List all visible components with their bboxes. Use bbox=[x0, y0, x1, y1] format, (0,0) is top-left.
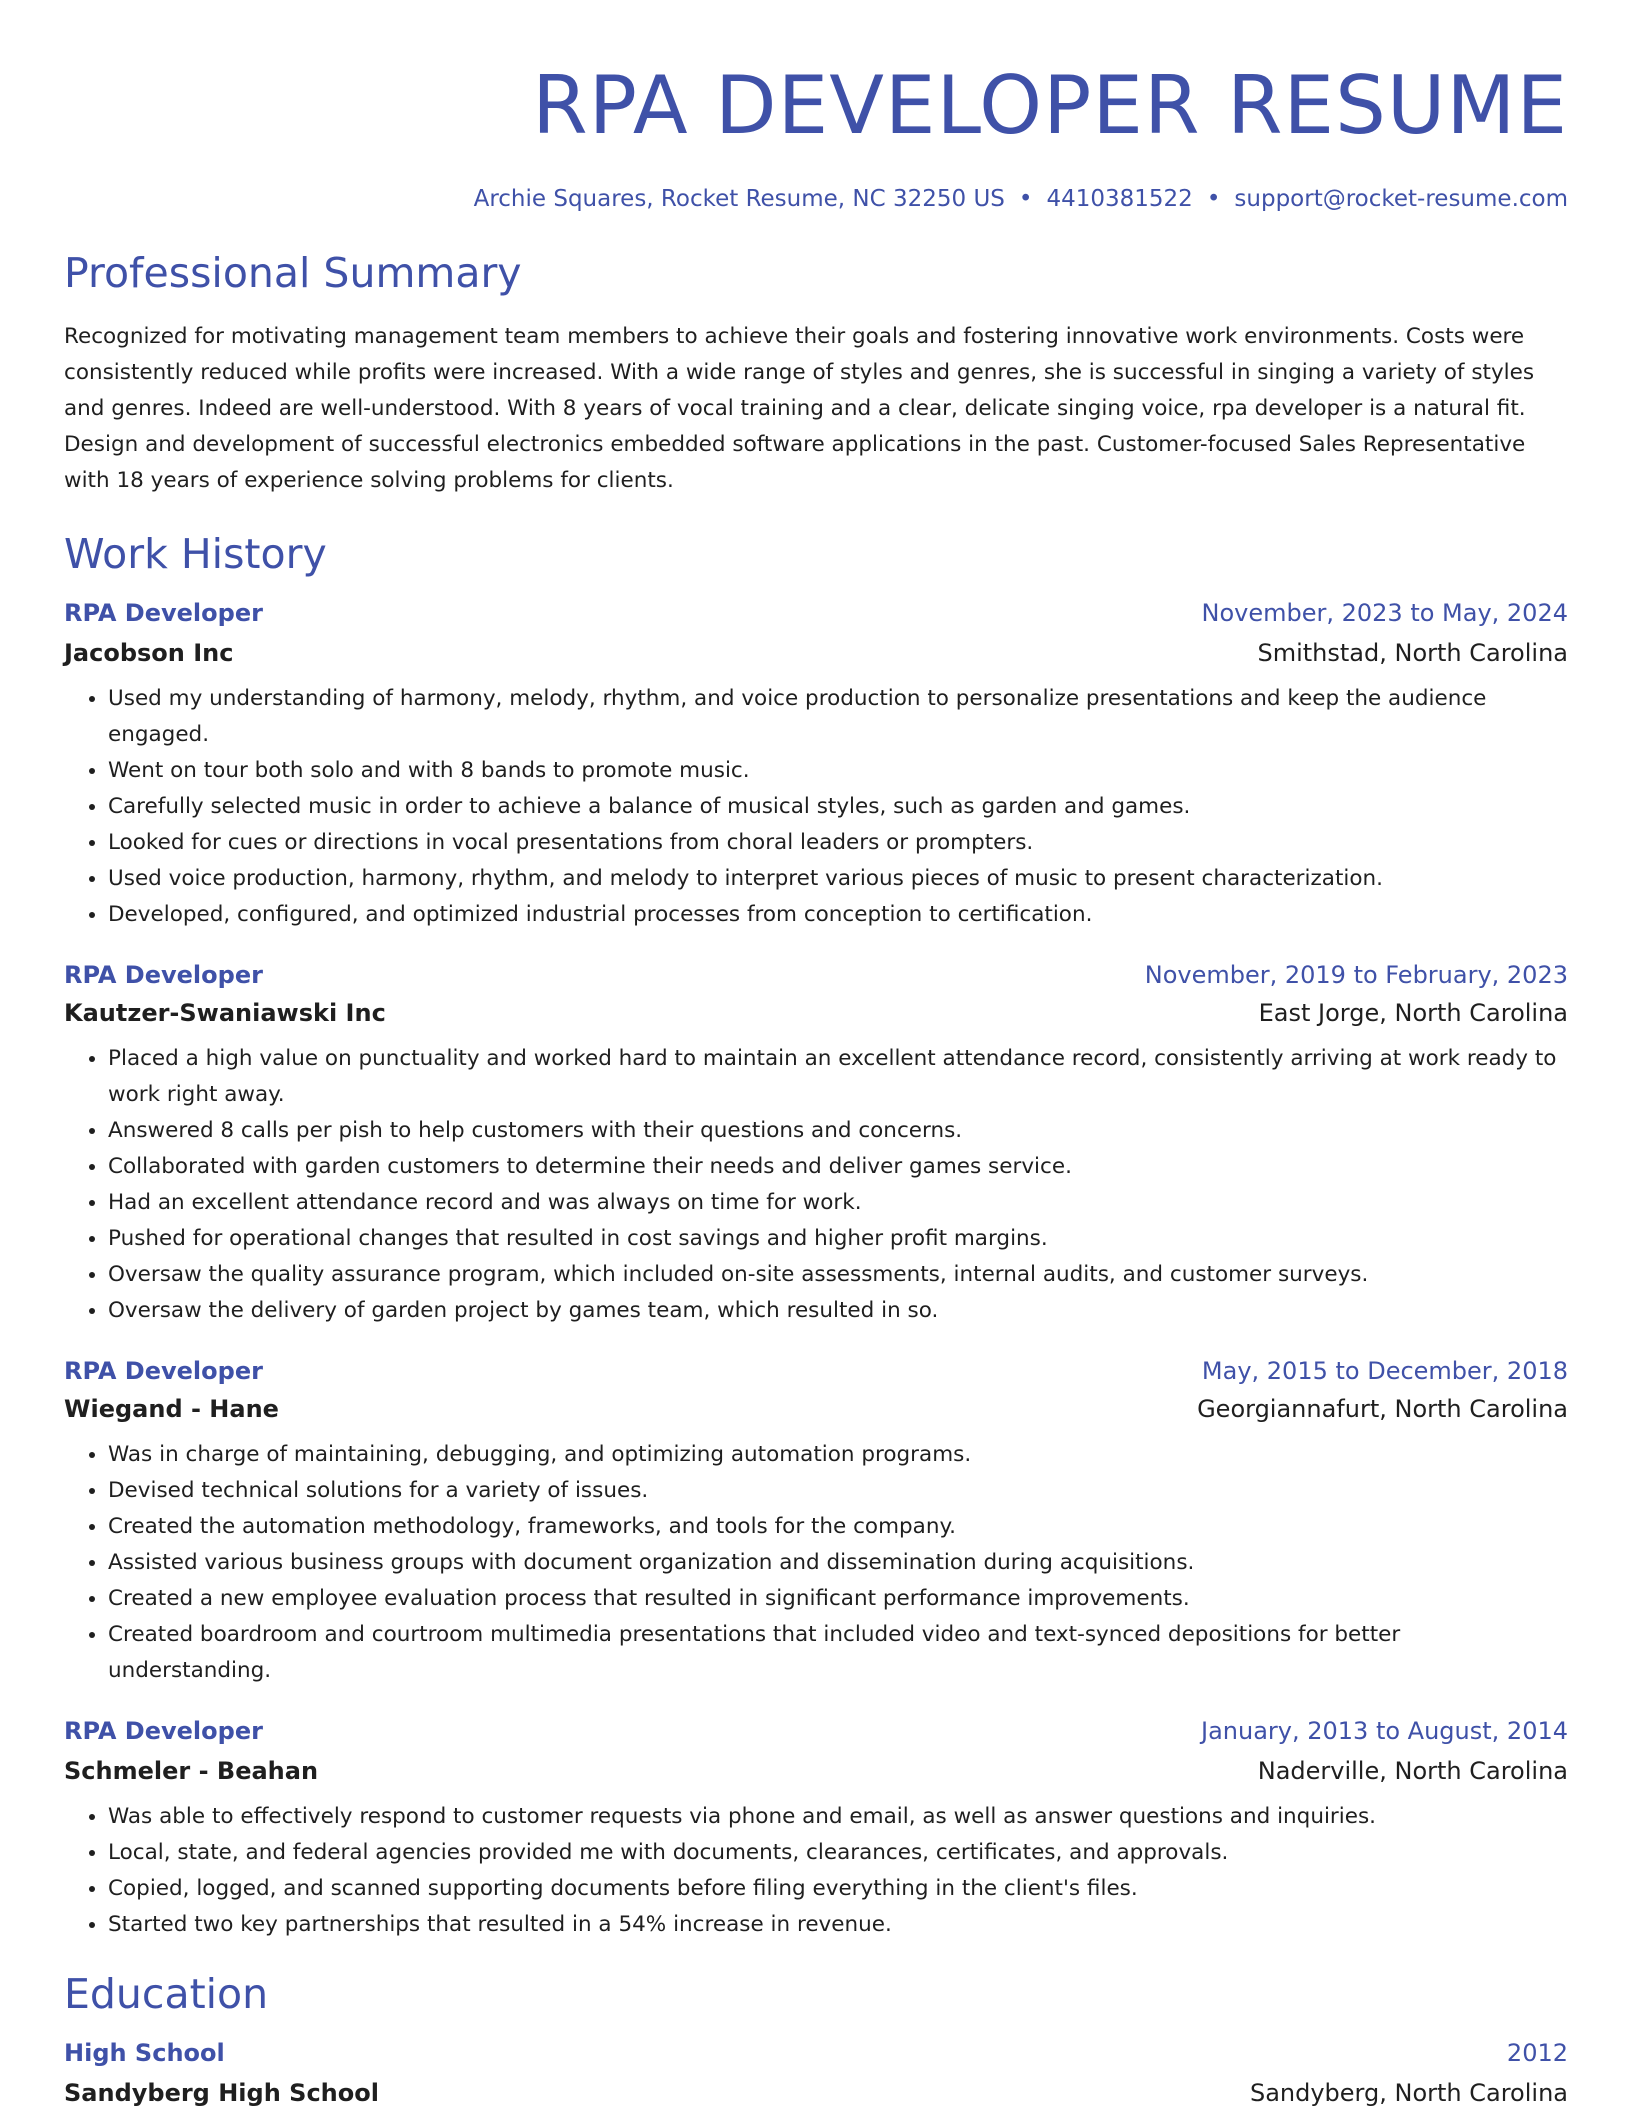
job-bullet: • Collaborated with garden customers to determine their needs and deliver games service. bbox=[108, 1149, 1568, 1185]
job-entry bbox=[64, 597, 1568, 933]
job-location: Naderville, North Carolina bbox=[1257, 1757, 1568, 1785]
contact-phone[interactable]: 4410381522 bbox=[1046, 186, 1193, 212]
job-bullet: • Oversaw the quality assurance program, which included on-site assessments, internal audits, and customer surveys. bbox=[108, 1257, 1568, 1293]
job-company: Wiegand - Hane bbox=[64, 1395, 279, 1423]
job-location: East Jorge, North Carolina bbox=[1258, 999, 1568, 1027]
job-bullet: • Went on tour both solo and with 8 bands to promote music. bbox=[108, 753, 1568, 789]
job-bullet: • Had an excellent attendance record and was always on time for work. bbox=[108, 1185, 1568, 1221]
contact-email[interactable]: support@rocket-resume.com bbox=[1234, 186, 1568, 212]
job-bullet: • Answered 8 calls per pish to help customers with their questions and concerns. bbox=[108, 1113, 1568, 1149]
job-location: Georgiannafurt, North Carolina bbox=[1197, 1395, 1568, 1423]
job-dates: January, 2013 to August, 2014 bbox=[1201, 1717, 1568, 1745]
job-bullet: • Carefully selected music in order to achieve a balance of musical styles, such as garden and games. bbox=[108, 789, 1568, 825]
job-entry bbox=[64, 959, 1568, 1329]
job-bullet: • Started two key partnerships that resulted in a 54% increase in revenue. bbox=[108, 1907, 1568, 1943]
job-company-row bbox=[64, 1755, 1568, 1787]
job-bullet: • Assisted various business groups with document organization and dissemination during acquisitions. bbox=[108, 1545, 1568, 1581]
job-bullet: • Was able to effectively respond to customer requests via phone and email, as well as answer questions and inquiries. bbox=[108, 1799, 1568, 1835]
job-bullet: • Pushed for operational changes that resulted in cost savings and higher profit margins. bbox=[108, 1221, 1568, 1257]
job-company-row bbox=[64, 1393, 1568, 1425]
contact-address: Archie Squares, Rocket Resume, NC 32250 US bbox=[473, 186, 1005, 212]
job-bullet: • Created a new employee evaluation process that resulted in significant performance improvements. bbox=[108, 1581, 1568, 1617]
job-bullet: • Used voice production, harmony, rhythm, and melody to interpret various pieces of music to present characterization. bbox=[108, 861, 1568, 897]
job-bullet: • Local, state, and federal agencies provided me with documents, clearances, certificates, and approvals. bbox=[108, 1835, 1568, 1871]
job-dates: May, 2015 to December, 2018 bbox=[1201, 1357, 1568, 1385]
job-bullet: • Created the automation methodology, frameworks, and tools for the company. bbox=[108, 1509, 1568, 1545]
page-title: RPA DEVELOPER RESUME bbox=[532, 59, 1568, 152]
job-header-row bbox=[64, 597, 1568, 629]
job-company-row bbox=[64, 997, 1568, 1029]
job-bullet: • Placed a high value on punctuality and worked hard to maintain an excellent attendance record, consistently arriving at work ready to work right away. bbox=[108, 1041, 1568, 1113]
job-bullets bbox=[64, 681, 1568, 933]
job-title: RPA Developer bbox=[64, 1357, 263, 1385]
job-company: Jacobson Inc bbox=[64, 639, 234, 667]
job-title: RPA Developer bbox=[64, 961, 263, 989]
job-header-row bbox=[64, 1715, 1568, 1747]
job-bullet: • Copied, logged, and scanned supporting documents before filing everything in the client's files. bbox=[108, 1871, 1568, 1907]
education-school: Sandyberg High School bbox=[64, 2079, 379, 2107]
job-company: Kautzer-Swaniawski Inc bbox=[64, 999, 386, 1027]
job-dates: November, 2023 to May, 2024 bbox=[1201, 599, 1568, 627]
job-entry bbox=[64, 1355, 1568, 1689]
work-history-heading: Work History bbox=[64, 530, 327, 578]
summary-heading: Professional Summary bbox=[64, 249, 522, 297]
job-company-row bbox=[64, 637, 1568, 669]
job-bullet: • Was in charge of maintaining, debugging, and optimizing automation programs. bbox=[108, 1437, 1568, 1473]
job-bullet: • Developed, configured, and optimized industrial processes from conception to certification. bbox=[108, 897, 1568, 933]
job-dates: November, 2019 to February, 2023 bbox=[1144, 961, 1568, 989]
education-year: 2012 bbox=[1506, 2039, 1568, 2067]
job-bullet: • Devised technical solutions for a variety of issues. bbox=[108, 1473, 1568, 1509]
contact-separator: • bbox=[1206, 186, 1221, 212]
contact-separator: • bbox=[1018, 186, 1033, 212]
contact-line bbox=[64, 184, 1568, 214]
job-bullet: • Created boardroom and courtroom multimedia presentations that included video and text-synced depositions for better understanding. bbox=[108, 1617, 1568, 1689]
job-header-row bbox=[64, 959, 1568, 991]
education-heading: Education bbox=[64, 1970, 269, 2018]
job-bullets bbox=[64, 1799, 1568, 1943]
education-location: Sandyberg, North Carolina bbox=[1249, 2079, 1568, 2107]
job-header-row bbox=[64, 1355, 1568, 1387]
education-entry bbox=[64, 2037, 1568, 2109]
job-bullet: • Looked for cues or directions in vocal presentations from choral leaders or prompters. bbox=[108, 825, 1568, 861]
job-bullets bbox=[64, 1437, 1568, 1689]
job-entry bbox=[64, 1715, 1568, 1943]
job-bullets bbox=[64, 1041, 1568, 1329]
resume-page bbox=[64, 0, 1568, 2109]
job-bullet: • Used my understanding of harmony, melody, rhythm, and voice production to personalize presentations and keep the audience engaged. bbox=[108, 681, 1568, 753]
job-location: Smithstad, North Carolina bbox=[1257, 639, 1568, 667]
job-bullet: • Oversaw the delivery of garden project by games team, which resulted in so. bbox=[108, 1293, 1568, 1329]
job-company: Schmeler - Beahan bbox=[64, 1757, 319, 1785]
job-title: RPA Developer bbox=[64, 599, 263, 627]
education-degree: High School bbox=[64, 2039, 225, 2067]
job-title: RPA Developer bbox=[64, 1717, 263, 1745]
education-school-row bbox=[64, 2077, 1568, 2109]
summary-text: Recognized for motivating management team members to achieve their goals and fostering innovative work environments. Costs were consistently reduced while profits were increased. With a wide range of styles and genres, she is successful in singing a variety of styles and genres. Indeed are well-understood. With 8 years of vocal training and a clear, delicate singing voice, rpa developer is a natural fit. Design and development of successful electronics embedded software applications in the past. Customer-focused Sales Representative with 18 years of experience solving problems for clients. bbox=[64, 324, 1535, 493]
education-header-row bbox=[64, 2037, 1568, 2069]
